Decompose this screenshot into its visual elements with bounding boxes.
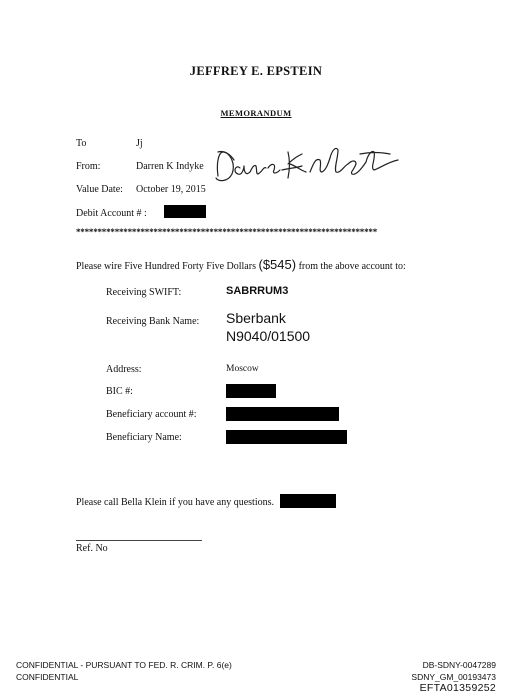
beneficiary-name-label: Beneficiary Name: — [106, 432, 182, 443]
to-value: Jj — [136, 138, 143, 149]
footer-confidential-line1: CONFIDENTIAL - PURSUANT TO FED. R. CRIM. P. 6(e) — [16, 660, 232, 670]
receiving-swift-value: SABRRUM3 — [226, 285, 289, 297]
bic-label: BIC #: — [106, 386, 133, 397]
contact-instruction: Please call Bella Klein if you have any questions. — [76, 497, 275, 508]
wire-instruction — [76, 257, 406, 272]
document-title: JEFFREY E. EPSTEIN — [189, 64, 323, 78]
redaction-bic — [226, 384, 276, 398]
wire-instruction-suffix: from the above account to: — [298, 261, 406, 272]
redaction-beneficiary-name — [226, 430, 347, 444]
to-label: To — [76, 138, 87, 149]
receiving-swift-label: Receiving SWIFT: — [106, 287, 182, 298]
value-date-label: Value Date: — [76, 184, 123, 195]
receiving-bank-line1: Sberbank — [226, 310, 286, 326]
ref-no-label: Ref. No — [76, 543, 108, 554]
beneficiary-account-label: Beneficiary account #: — [106, 409, 197, 420]
from-value: Darren K Indyke — [136, 161, 204, 172]
signature-image — [210, 138, 410, 190]
wire-amount: ($545) — [258, 257, 297, 272]
receiving-bank-label: Receiving Bank Name: — [106, 316, 200, 327]
receiving-bank-line2: N9040/01500 — [226, 328, 311, 344]
footer-bates-db: DB-SDNY-0047289 — [422, 660, 496, 670]
from-label: From: — [76, 161, 101, 172]
address-label: Address: — [106, 364, 142, 375]
address-value: Moscow — [226, 364, 259, 374]
debit-account-label: Debit Account # : — [76, 208, 147, 219]
ref-line — [76, 540, 202, 541]
asterisk-separator: ********************************************************************** — [76, 227, 378, 237]
footer-bates-sdny: SDNY_GM_00193473 — [411, 672, 496, 682]
redaction-contact — [280, 494, 336, 508]
wire-instruction-prefix: Please wire Five Hundred Forty Five Dollars — [76, 261, 256, 272]
value-date: October 19, 2015 — [136, 184, 206, 195]
redaction-beneficiary-account — [226, 407, 339, 421]
redaction-debit-account — [164, 205, 206, 218]
footer-bates-efta: EFTA01359252 — [419, 682, 496, 694]
footer-confidential-line2: CONFIDENTIAL — [16, 672, 79, 682]
memorandum-heading: MEMORANDUM — [220, 108, 292, 118]
